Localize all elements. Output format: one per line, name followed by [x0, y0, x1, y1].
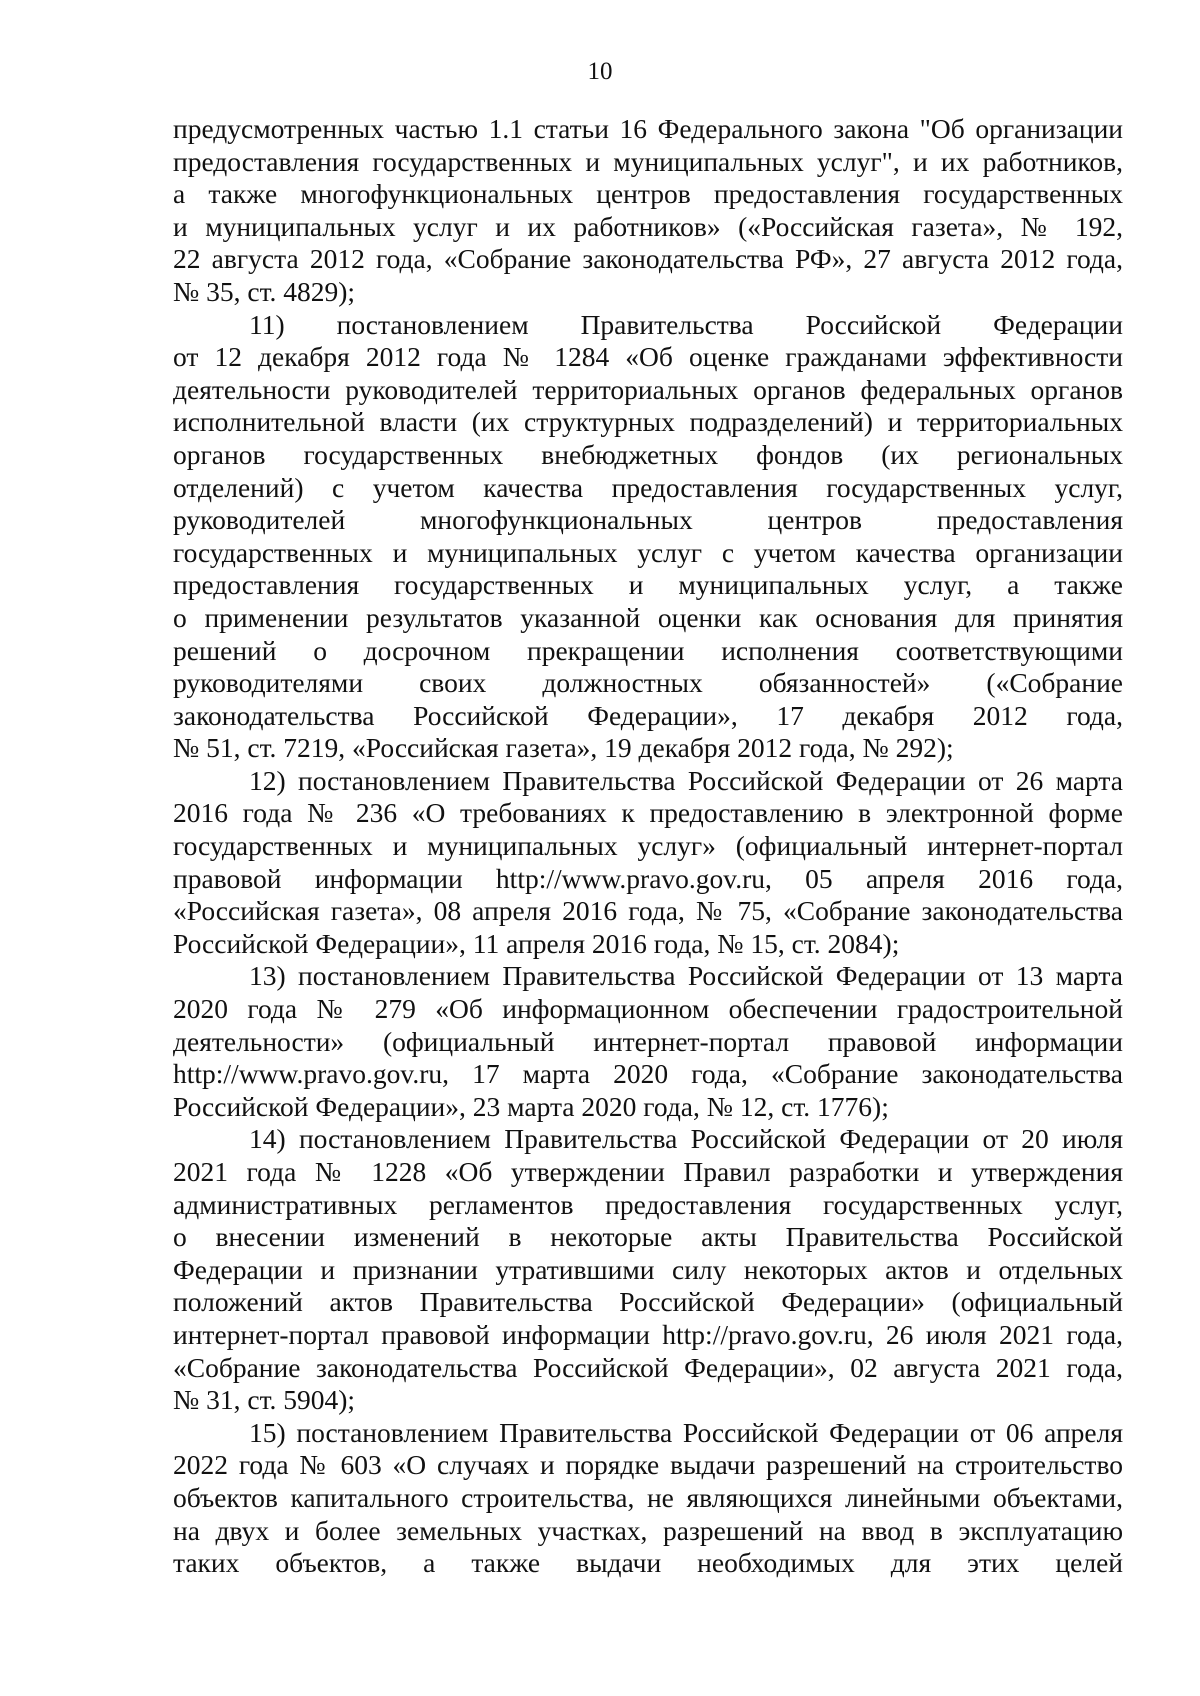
text-line: руководителей многофункциональных центров предоставления — [173, 504, 1123, 536]
document-body — [173, 113, 1123, 1580]
text-line: 2020 года № 279 «Об информационном обеспечении градостроительной — [173, 993, 1123, 1025]
text-line: о внесении изменений в некоторые акты Правительства Российской — [173, 1221, 1123, 1253]
text-line: административных регламентов предоставления государственных услуг, — [173, 1188, 1123, 1220]
text-line: объектов капитального строительства, не являющихся линейными объектами, — [173, 1481, 1123, 1513]
text-line: Российской Федерации», 11 апреля 2016 года, № 15, ст. 2084); — [173, 927, 900, 959]
text-line: 2022 года № 603 «О случаях и порядке выдачи разрешений на строительство — [173, 1449, 1123, 1481]
text-line: предоставления государственных и муниципальных услуг, а также — [173, 569, 1123, 601]
paragraph — [173, 309, 1123, 765]
text-line: Федерации и признании утратившими силу некоторых актов и отдельных — [173, 1253, 1123, 1285]
text-line: Российской Федерации», 23 марта 2020 года, № 12, ст. 1776); — [173, 1090, 889, 1122]
text-line: на двух и более земельных участках, разрешений на ввод в эксплуатацию — [173, 1514, 1123, 1546]
text-line: правовой информации http://www.pravo.gov.ru, 05 апреля 2016 года, — [173, 862, 1123, 894]
text-line: деятельности» (официальный интернет-портал правовой информации — [173, 1025, 1123, 1057]
text-line: № 51, ст. 7219, «Российская газета», 19 декабря 2012 года, № 292); — [173, 732, 954, 764]
text-line: предусмотренных частью 1.1 статьи 16 Федерального закона "Об организации — [173, 113, 1123, 144]
text-line: 2021 года № 1228 «Об утверждении Правил разработки и утверждения — [173, 1156, 1123, 1187]
text-line: 13) постановлением Правительства Российской Федерации от 13 марта — [249, 960, 1123, 992]
text-line: органов государственных внебюджетных фондов (их региональных — [173, 438, 1123, 470]
text-line: государственных и муниципальных услуг» (официальный интернет-портал — [173, 830, 1123, 862]
text-line: «Собрание законодательства Российской Федерации», 02 августа 2021 года, — [173, 1351, 1123, 1383]
paragraph — [173, 960, 1123, 1123]
text-line: отделений) с учетом качества предоставления государственных услуг, — [173, 471, 1123, 503]
paragraph — [173, 1123, 1123, 1416]
text-line: законодательства Российской Федерации», 17 декабря 2012 года, — [173, 699, 1123, 731]
page-number: 10 — [587, 58, 613, 85]
text-line: решений о досрочном прекращении исполнения соответствующими — [173, 634, 1123, 666]
text-line: «Российская газета», 08 апреля 2016 года, № 75, «Собрание законодательства — [173, 895, 1123, 927]
text-line: интернет-портал правовой информации http://pravo.gov.ru, 26 июля 2021 года, — [173, 1318, 1123, 1350]
text-line: таких объектов, а также выдачи необходимых для этих целей — [173, 1547, 1123, 1579]
text-line: руководителями своих должностных обязанностей» («Собрание — [173, 667, 1123, 699]
text-line: 2016 года № 236 «О требованиях к предоставлению в электронной форме — [173, 797, 1123, 829]
text-line: а также многофункциональных центров предоставления государственных — [173, 178, 1123, 210]
text-line: 14) постановлением Правительства Российской Федерации от 20 июля — [249, 1123, 1123, 1155]
text-line: деятельности руководителей территориальных органов федеральных органов — [173, 373, 1123, 405]
text-line: 15) постановлением Правительства Российской Федерации от 06 апреля — [249, 1416, 1123, 1448]
text-line: 12) постановлением Правительства Российской Федерации от 26 марта — [249, 764, 1123, 796]
paragraph — [173, 765, 1123, 961]
text-line: и муниципальных услуг и их работников» («Российская газета», № 192, — [173, 210, 1123, 242]
text-line: предоставления государственных и муниципальных услуг", и их работников, — [173, 145, 1123, 177]
text-line: о применении результатов указанной оценки как основания для принятия — [173, 601, 1123, 633]
text-line: государственных и муниципальных услуг с учетом качества организации — [173, 536, 1123, 568]
paragraph — [173, 1417, 1123, 1580]
text-line: № 31, ст. 5904); — [173, 1384, 356, 1416]
paragraph — [173, 113, 1123, 309]
text-line: положений актов Правительства Российской Федерации» (официальный — [173, 1286, 1123, 1318]
text-line: от 12 декабря 2012 года № 1284 «Об оценке гражданами эффективности — [173, 341, 1123, 373]
text-line: исполнительной власти (их структурных подразделений) и территориальных — [173, 406, 1123, 438]
text-line: № 35, ст. 4829); — [173, 275, 356, 307]
text-line: http://www.pravo.gov.ru, 17 марта 2020 года, «Собрание законодательства — [173, 1058, 1123, 1090]
text-line: 11) постановлением Правительства Российской Федерации — [249, 308, 1123, 340]
text-line: 22 августа 2012 года, «Собрание законодательства РФ», 27 августа 2012 года, — [173, 243, 1123, 275]
